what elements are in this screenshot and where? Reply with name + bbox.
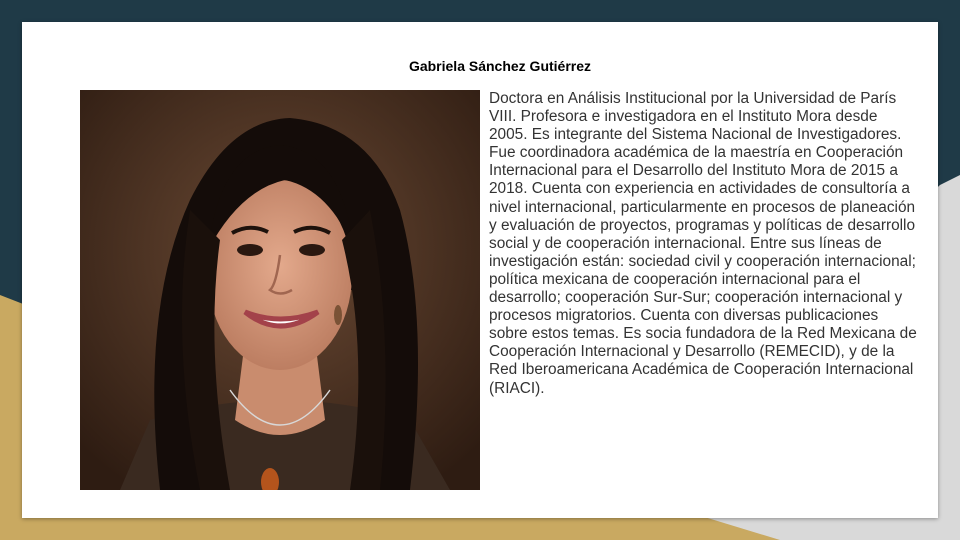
slide-title: Gabriela Sánchez Gutiérrez bbox=[408, 58, 592, 74]
slide-card bbox=[22, 22, 938, 518]
biography-text: Doctora en Análisis Institucional por la Universidad de París VIII. Profesora e investigadora en el Instituto Mora desde 2005. Es integrante del Sistema Nacional de Investigadores. Fue coordinadora académica de la maestría en Cooperación Internacional para el Desarrollo del Instituto Mora de 2015 a 2018. Cuenta con experiencia en actividades de consultoría a nivel internacional, particularmente en procesos de planeación y evaluación de proyectos, programas y políticas de desarrollo social y de cooperación internacional. Entre sus líneas de investigación están: sociedad civil y cooperación internacional; política mexicana de cooperación internacional para el desarrollo; cooperación Sur-Sur; cooperación internacional y procesos migratorios. Cuenta con diversas publicaciones sobre estos temas. Es socia fundadora de la Red Mexicana de Cooperación Internacional y Desarrollo (REMECID), y de la Red Iberoamericana Académica de Cooperación Internacional (RIACI). bbox=[489, 90, 917, 397]
portrait-photo bbox=[80, 90, 480, 490]
